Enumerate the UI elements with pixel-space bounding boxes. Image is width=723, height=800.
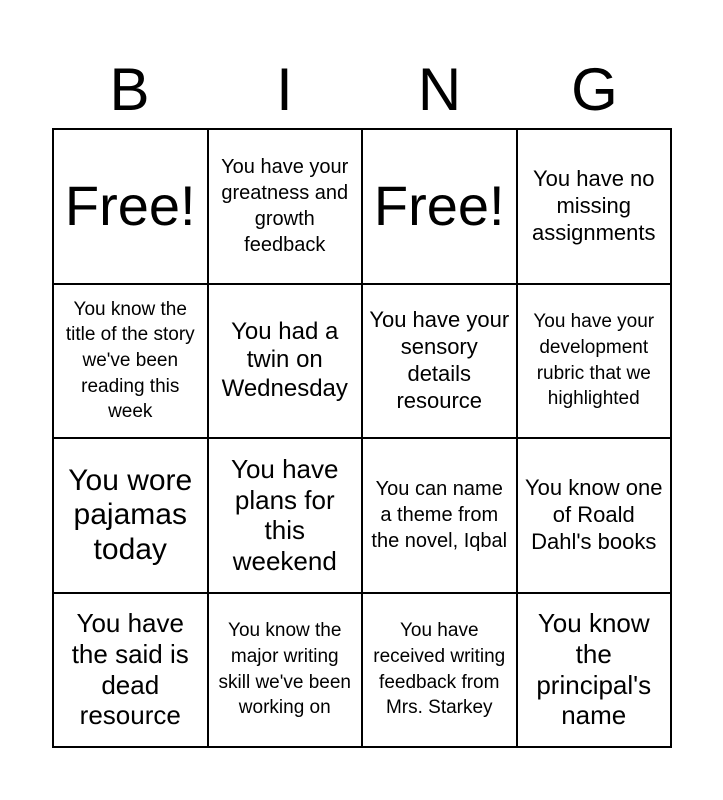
bingo-cell[interactable] bbox=[363, 285, 518, 440]
bingo-cell[interactable] bbox=[54, 439, 209, 594]
bingo-cell[interactable] bbox=[209, 439, 364, 594]
bingo-cell[interactable] bbox=[518, 594, 673, 749]
header-letter-n: N bbox=[417, 56, 462, 123]
bingo-cell[interactable] bbox=[363, 594, 518, 749]
bingo-cell[interactable] bbox=[209, 285, 364, 440]
cell-text: You wore pajamas today bbox=[68, 463, 193, 566]
header-letter-g: G bbox=[571, 56, 618, 123]
bingo-card-grid bbox=[52, 128, 672, 748]
cell-text: Free! bbox=[373, 173, 505, 237]
bingo-cell[interactable] bbox=[518, 130, 673, 285]
bingo-cell[interactable] bbox=[363, 439, 518, 594]
cell-text: You know the major writing skill we've been working on bbox=[218, 620, 351, 719]
cell-text: You have received writing feedback from Mrs. Starkey bbox=[373, 620, 506, 719]
header-letter-i: I bbox=[276, 56, 293, 123]
bingo-cell[interactable] bbox=[54, 594, 209, 749]
bingo-cell[interactable] bbox=[518, 285, 673, 440]
cell-text: You have plans for this weekend bbox=[231, 453, 339, 576]
cell-text: You have your sensory details resource bbox=[369, 307, 510, 413]
cell-text: You know one of Roald Dahl's books bbox=[525, 475, 663, 554]
cell-text: You have no missing assignments bbox=[531, 166, 656, 245]
bingo-cell[interactable] bbox=[209, 594, 364, 749]
bingo-header bbox=[52, 52, 672, 128]
bingo-cell[interactable] bbox=[518, 439, 673, 594]
cell-text: You know the title of the story we've been reading this week bbox=[65, 298, 195, 423]
bingo-cell-free[interactable] bbox=[54, 130, 209, 285]
cell-text: You know the principal's name bbox=[536, 608, 652, 731]
cell-text: Free! bbox=[64, 173, 196, 237]
bingo-cell[interactable] bbox=[209, 130, 364, 285]
cell-text: You have the said is dead resource bbox=[71, 608, 189, 731]
header-letter-b: B bbox=[109, 56, 150, 123]
cell-text: You can name a theme from the novel, Iqbal bbox=[371, 478, 508, 553]
cell-text: You had a twin on Wednesday bbox=[221, 317, 348, 403]
bingo-cell-free[interactable] bbox=[363, 130, 518, 285]
cell-text: You have your development rubric that we highlighted bbox=[533, 311, 655, 410]
cell-text: You have your greatness and growth feedback bbox=[221, 156, 349, 257]
bingo-cell[interactable] bbox=[54, 285, 209, 440]
